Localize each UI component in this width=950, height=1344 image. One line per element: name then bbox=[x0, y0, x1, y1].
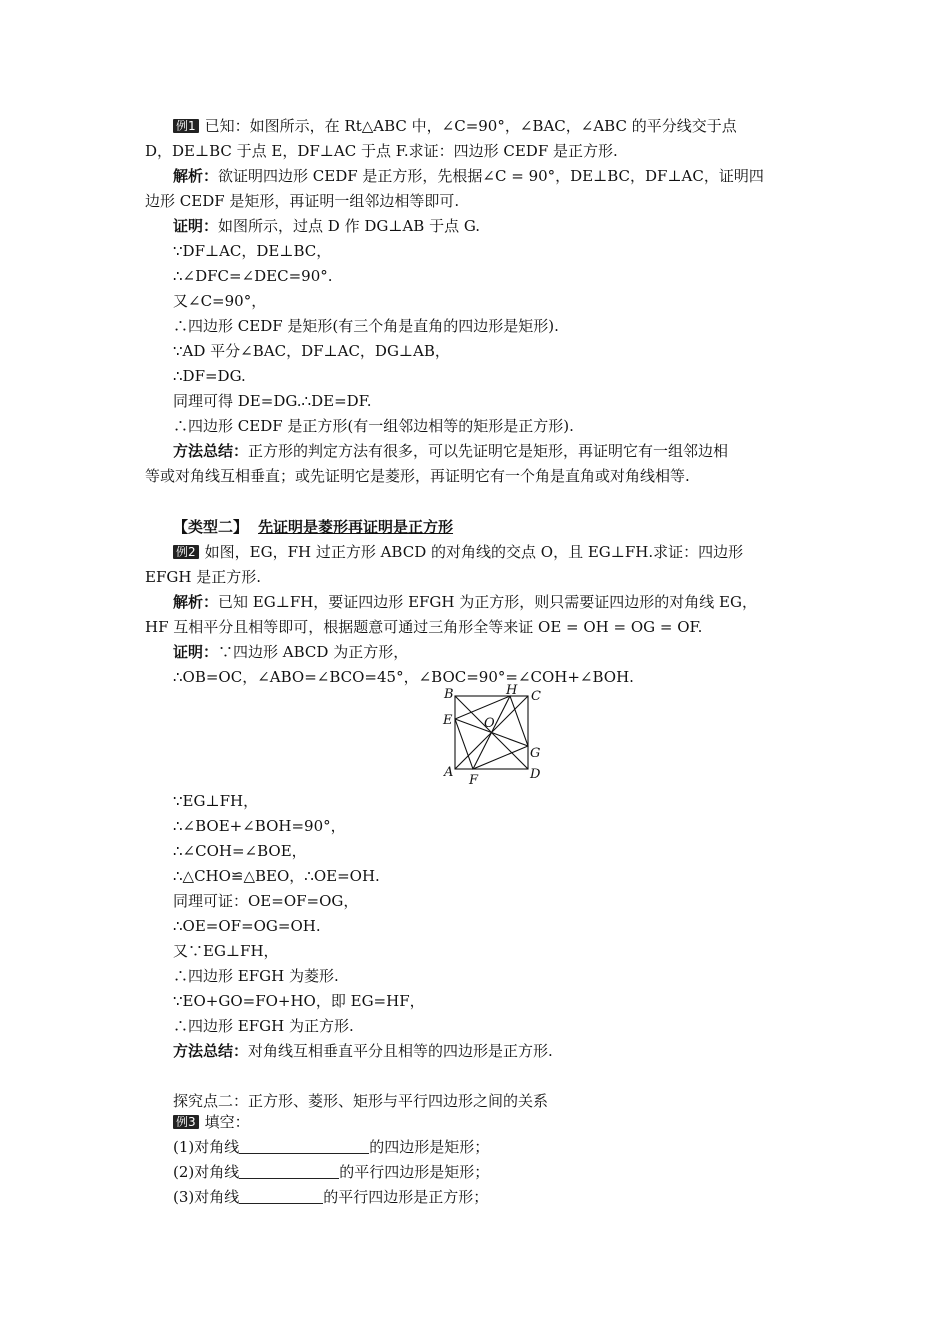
example2-analysis-line2: HF 互相平分且相等即可，根据题意可通过三角形全等来证 OE = OH = OG = OF. bbox=[145, 618, 703, 636]
example2-problem-line2: EFGH 是正方形. bbox=[145, 568, 261, 586]
fill-blank-item: (2)对角线 的平行四边形是矩形； bbox=[173, 1163, 490, 1181]
example1-analysis-line2: 边形 CEDF 是矩形，再证明一组邻边相等即可. bbox=[145, 192, 460, 210]
example2-proof-line: ∵EG⊥FH， bbox=[173, 792, 259, 810]
example2-analysis-line1: 解析：已知 EG⊥FH，要证四边形 EFGH 为正方形，则只需要证四边形的对角线 EG， bbox=[173, 593, 757, 611]
explore-point-heading: 探究点二：正方形、菱形、矩形与平行四边形之间的关系 bbox=[173, 1092, 549, 1110]
example1-problem-line2: D，DE⊥BC 于点 E，DF⊥AC 于点 F.求证：四边形 CEDF 是正方形. bbox=[145, 142, 618, 160]
example2-proof-line: ∴OE=OF=OG=OH. bbox=[173, 917, 321, 935]
example1-proof-line: 同理可得 DE=DG.∴DE=DF. bbox=[173, 392, 372, 410]
example1-analysis-line1: 解析：欲证明四边形 CEDF 是正方形，先根据∠C = 90°，DE⊥BC，DF⊥AC，证明四 bbox=[173, 167, 764, 185]
example2-proof-line: ∴∠COH=∠BOE， bbox=[173, 842, 307, 860]
label-h: H bbox=[506, 684, 518, 698]
answer-blank[interactable] bbox=[239, 1162, 339, 1179]
example2-proof-first: 证明：∵四边形 ABCD 为正方形， bbox=[173, 643, 409, 661]
label-d: D bbox=[530, 767, 541, 782]
example1-proof-line: ∵DF⊥AC，DE⊥BC， bbox=[173, 242, 332, 260]
example2-proof-line: ∴∠BOE+∠BOH=90°， bbox=[173, 817, 346, 835]
example1-proof-line: ∵AD 平分∠BAC，DF⊥AC，DG⊥AB， bbox=[173, 342, 450, 360]
example1-tag: 例1 bbox=[173, 119, 199, 133]
label-e: E bbox=[443, 713, 453, 728]
example2-tag: 例2 bbox=[173, 545, 199, 559]
label-c: C bbox=[531, 689, 541, 704]
segment-fh bbox=[473, 696, 510, 769]
example1-proof-line: 又∠C=90°， bbox=[173, 292, 267, 310]
label-g: G bbox=[530, 746, 541, 761]
example1-proof-line: ∴四边形 CEDF 是正方形(有一组邻边相等的矩形是正方形). bbox=[173, 417, 574, 435]
example1-summary-line1: 方法总结：正方形的判定方法有很多，可以先证明它是矩形，再证明它有一组邻边相 bbox=[173, 442, 729, 460]
example2-proof-second: ∴OB=OC，∠ABO=∠BCO=45°，∠BOC=90°=∠COH+∠BOH. bbox=[173, 668, 634, 686]
example3-tag: 例3 bbox=[173, 1115, 199, 1129]
label-f: F bbox=[469, 773, 479, 788]
example1-proof-line: ∴四边形 CEDF 是矩形(有三个角是直角的四边形是矩形). bbox=[173, 317, 559, 335]
answer-blank[interactable] bbox=[239, 1137, 369, 1154]
answer-blank[interactable] bbox=[239, 1187, 323, 1204]
label-a: A bbox=[444, 765, 454, 780]
example1-summary-line2: 等或对角线互相垂直；或先证明它是菱形，再证明它有一个角是直角或对角线相等. bbox=[145, 467, 690, 485]
example2-proof-line: ∴四边形 EFGH 为菱形. bbox=[173, 967, 339, 985]
fill-blank-item: (3)对角线 的平行四边形是正方形； bbox=[173, 1188, 489, 1206]
example2-summary: 方法总结：对角线互相垂直平分且相等的四边形是正方形. bbox=[173, 1042, 553, 1060]
example1-proof-first: 证明：如图所示，过点 D 作 DG⊥AB 于点 G. bbox=[173, 217, 481, 235]
example2-proof-line: 同理可证：OE=OF=OG， bbox=[173, 892, 359, 910]
example2-proof-line: 又∵EG⊥FH， bbox=[173, 942, 279, 960]
example1-problem-line1: 例1 已知：如图所示，在 Rt△ABC 中，∠C=90°，∠BAC，∠ABC 的平分线交于点 bbox=[173, 114, 838, 139]
example3-instruction: 例3 填空： bbox=[173, 1110, 838, 1135]
label-o: O bbox=[484, 716, 495, 731]
example2-proof-line: ∵EO+GO=FO+HO，即 EG=HF， bbox=[173, 992, 425, 1010]
example2-proof-line: ∴四边形 EFGH 为正方形. bbox=[173, 1017, 354, 1035]
type2-heading: 【类型二】 先证明是菱形再证明是正方形 bbox=[173, 518, 454, 536]
square-diagram bbox=[438, 684, 550, 788]
type2-title: 先证明是菱形再证明是正方形 bbox=[258, 518, 454, 536]
label-b: B bbox=[444, 687, 454, 702]
fill-blank-item: (1)对角线 的四边形是矩形； bbox=[173, 1138, 490, 1156]
example2-proof-line: ∴△CHO≌△BEO，∴OE=OH. bbox=[173, 867, 380, 885]
example1-proof-line: ∴DF=DG. bbox=[173, 367, 246, 385]
example2-problem-line1: 例2 如图，EG，FH 过正方形 ABCD 的对角线的交点 O，且 EG⊥FH.求证：四边形 bbox=[173, 540, 838, 565]
example1-proof-line: ∴∠DFC=∠DEC=90°. bbox=[173, 267, 333, 285]
